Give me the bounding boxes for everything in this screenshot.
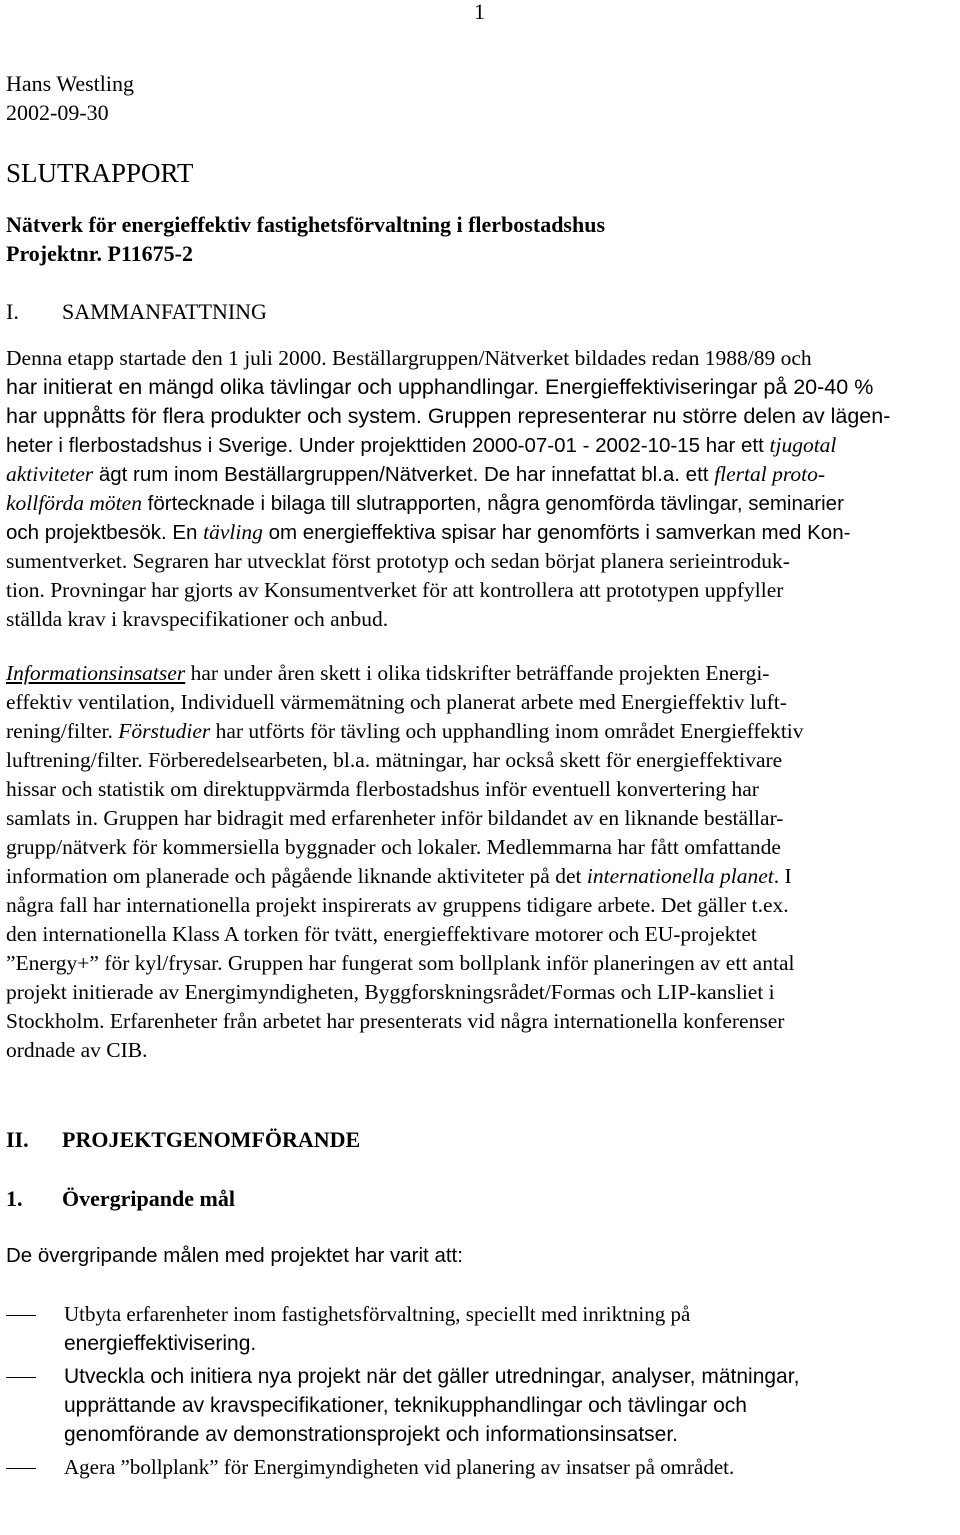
paragraph-line (6, 717, 956, 746)
paragraph-line: hissar och statistik om direktuppvärmda flerbostadshus inför eventuell konvertering har (6, 777, 759, 801)
paragraph-line (6, 862, 956, 891)
emphasis-text: Förstudier (118, 719, 211, 743)
paragraph-line: den internationella Klass A torken för tvätt, energieffektivare motorer och EU-projektet (6, 922, 757, 946)
dash-bullet-icon (6, 1362, 64, 1449)
list-item-text (64, 1362, 799, 1449)
emphasis-text: flertal proto- (714, 462, 826, 486)
text-run: . I (773, 864, 792, 888)
emphasis-text: tjugotal (769, 433, 837, 457)
document-body (6, 69, 956, 1498)
project-number: Projektnr. P11675-2 (6, 241, 193, 266)
paragraph-line: Denna etapp startade den 1 juli 2000. Beställargruppen/Nätverket bildades redan 1988/89 och (6, 346, 812, 370)
paragraph-line: grupp/nätverk för kommersiella byggnader och lokaler. Medlemmarna har fått omfattande (6, 835, 781, 859)
text-run: har under åren skett i olika tidskrifter beträffande projekten Energi- (185, 661, 770, 685)
author-block (6, 69, 956, 127)
paragraph-line: Stockholm. Erfarenheter från arbetet har presenterats vid några internationella konferenser (6, 1009, 785, 1033)
paragraph-line: har initierat en mängd olika tävlingar och upphandlingar. Energieffektiviseringar på 20-40 % (6, 375, 874, 399)
paragraph-line (6, 518, 956, 547)
text-run: förtecknade i bilaga till slutrapporten, några genomförda tävlingar, seminarier (141, 492, 844, 515)
goals-list (6, 1300, 956, 1482)
goals-intro: De övergripande målen med projektet har varit att: (6, 1244, 463, 1267)
paragraph-line (6, 659, 956, 688)
paragraph-line: luftrening/filter. Förberedelsearbeten, bl.a. mätningar, har också skett för energieffektivare (6, 748, 783, 772)
report-title: SLUTRAPPORT (6, 158, 194, 188)
text-run: om energieffektiva spisar har genomförts i samverkan med Kon- (262, 521, 851, 544)
text-run: har utförts för tävling och upphandling inom området Energieffektiv (210, 719, 804, 743)
paragraph-line: några fall har internationella projekt inspirerats av gruppens tidigare arbete. Det gäller t.ex. (6, 893, 789, 917)
dash-bullet-icon (6, 1453, 64, 1482)
list-item-line: Agera ”bollplank” för Energimyndigheten vid planering av insatser på området. (64, 1455, 735, 1479)
paragraph-line: projekt initierade av Energimyndigheten, Byggforskningsrådet/Formas och LIP-kansliet i (6, 980, 775, 1004)
paragraph-line: ställda krav i kravspecifikationer och anbud. (6, 607, 389, 631)
section-number: II. (6, 1127, 29, 1152)
paragraph-line (6, 460, 956, 489)
emphasis-text: internationella planet (586, 864, 774, 888)
list-item-line: Utveckla och initiera nya projekt när det gäller utredningar, analyser, mätningar, (64, 1365, 800, 1388)
section-heading-summary (6, 297, 956, 326)
section-title: PROJEKTGENOMFÖRANDE (62, 1127, 361, 1152)
list-item (6, 1300, 956, 1358)
text-run: och projektbesök. En (6, 521, 204, 544)
text-run: heter i flerbostadshus i Sverige. Under projekttiden 2000-07-01 - 2002-10-15 har ett (6, 434, 770, 457)
project-block (6, 210, 956, 268)
list-item-line: energieffektivisering. (64, 1332, 257, 1355)
paragraph-line: sumentverket. Segraren har utvecklat först prototyp och sedan börjat planera serieintroduk- (6, 549, 790, 573)
paragraph-line: samlats in. Gruppen har bidragit med erfarenheter inför bildandet av en liknande beställar- (6, 806, 784, 830)
text-run: ägt rum inom Beställargruppen/Nätverket. De har innefattat bl.a. ett (93, 463, 715, 486)
project-title: Nätverk för energieffektiv fastighetsförvaltning i flerbostadshus (6, 212, 606, 237)
section-heading-implementation (6, 1125, 956, 1154)
dash-bullet-icon (6, 1300, 64, 1358)
subsection-number: 1. (6, 1186, 23, 1211)
paragraph-line: ordnade av CIB. (6, 1038, 148, 1062)
section-title: SAMMANFATTNING (62, 299, 267, 324)
paragraph-line (6, 489, 956, 518)
information-paragraph (6, 659, 956, 1065)
list-item-line: Utbyta erfarenheter inom fastighetsförvaltning, speciellt med inriktning på (64, 1302, 691, 1326)
emphasis-text: tävling (203, 520, 263, 544)
paragraph-line: effektiv ventilation, Individuell värmemätning och planerat arbete med Energieffektiv luft- (6, 690, 787, 714)
paragraph-line: har uppnåtts för flera produkter och system. Gruppen representerar nu större delen av lägen- (6, 404, 891, 428)
emphasis-text: kollförda möten (6, 491, 142, 515)
subsection-heading-goals (6, 1184, 956, 1213)
paragraph-line (6, 431, 956, 460)
section-number: I. (6, 299, 19, 324)
subsection-title: Övergripande mål (62, 1186, 235, 1211)
list-item-line: genomförande av demonstrationsprojekt och informationsinsatser. (64, 1423, 679, 1446)
list-item (6, 1362, 956, 1449)
paragraph-line: ”Energy+” för kyl/frysar. Gruppen har fungerat som bollplank inför planeringen av ett antal (6, 951, 795, 975)
list-item-text (64, 1453, 734, 1482)
page-number: 1 (474, 0, 485, 24)
emphasis-text: aktiviteter (6, 462, 94, 486)
paragraph-line: tion. Provningar har gjorts av Konsumentverket för att kontrollera att prototypen uppfyller (6, 578, 784, 602)
summary-paragraph (6, 344, 956, 634)
text-run: rening/filter. (6, 719, 119, 743)
author-name: Hans Westling (6, 71, 134, 96)
list-item-text (64, 1300, 690, 1358)
emphasis-text: Informationsinsatser (6, 661, 186, 685)
report-date: 2002-09-30 (6, 100, 109, 125)
list-item (6, 1453, 956, 1482)
text-run: information om planerade och pågående liknande aktiviteter på det (6, 864, 587, 888)
list-item-line: upprättande av kravspecifikationer, teknikupphandlingar och tävlingar och (64, 1394, 747, 1417)
